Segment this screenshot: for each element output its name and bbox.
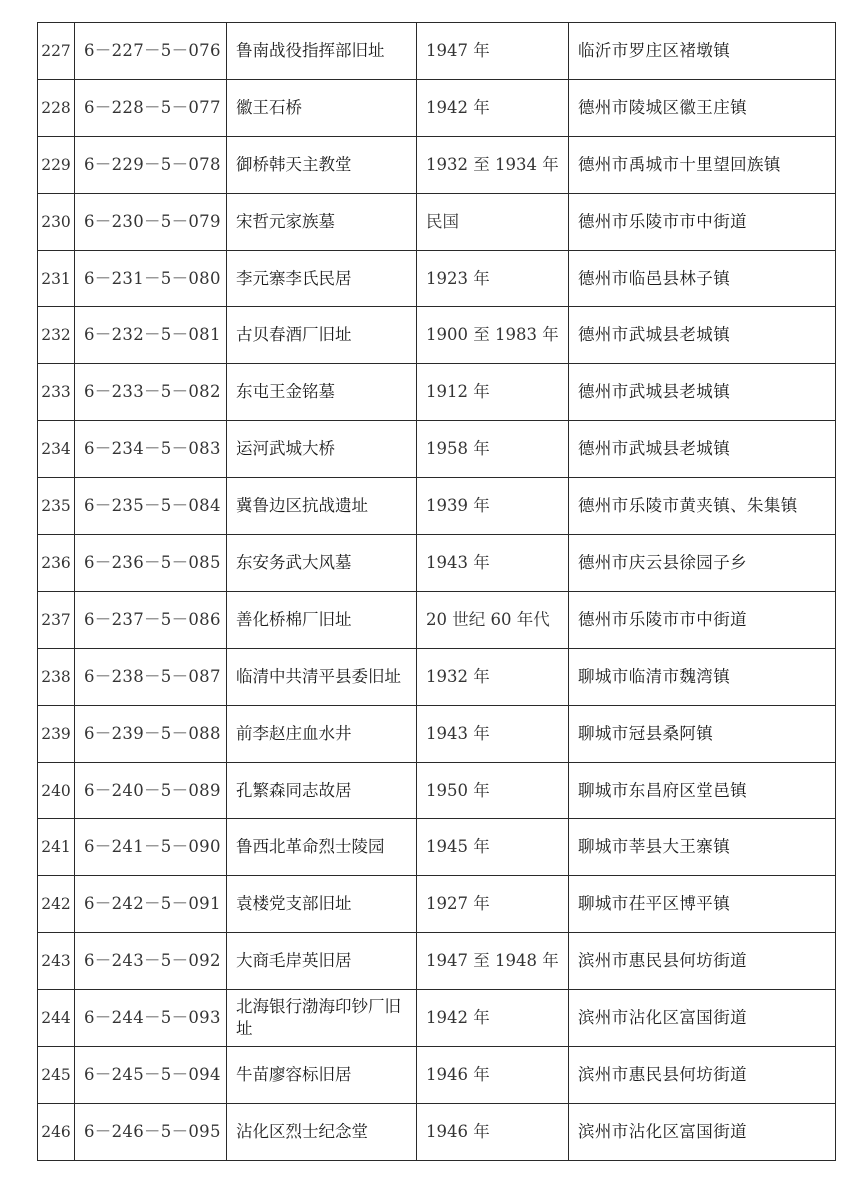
site-era: 1912 年 bbox=[417, 364, 569, 421]
site-era: 1947 年 bbox=[417, 23, 569, 80]
site-era: 20 世纪 60 年代 bbox=[417, 591, 569, 648]
site-era: 1900 至 1983 年 bbox=[417, 307, 569, 364]
site-code: 6－233－5－082 bbox=[75, 364, 227, 421]
site-code: 6－246－5－095 bbox=[75, 1103, 227, 1160]
site-code: 6－241－5－090 bbox=[75, 819, 227, 876]
site-code: 6－242－5－091 bbox=[75, 876, 227, 933]
table-row bbox=[38, 307, 836, 364]
site-code: 6－227－5－076 bbox=[75, 23, 227, 80]
table-row bbox=[38, 705, 836, 762]
site-code: 6－236－5－085 bbox=[75, 535, 227, 592]
site-address: 滨州市惠民县何坊街道 bbox=[569, 1047, 836, 1104]
site-era: 1942 年 bbox=[417, 79, 569, 136]
site-name: 善化桥棉厂旧址 bbox=[227, 591, 417, 648]
site-name: 徽王石桥 bbox=[227, 79, 417, 136]
table-row bbox=[38, 762, 836, 819]
site-code: 6－231－5－080 bbox=[75, 250, 227, 307]
site-code: 6－239－5－088 bbox=[75, 705, 227, 762]
site-address: 聊城市临清市魏湾镇 bbox=[569, 648, 836, 705]
table-row bbox=[38, 250, 836, 307]
site-name: 沾化区烈士纪念堂 bbox=[227, 1103, 417, 1160]
row-number: 238 bbox=[38, 648, 75, 705]
row-number: 243 bbox=[38, 933, 75, 990]
site-code: 6－232－5－081 bbox=[75, 307, 227, 364]
site-address: 德州市陵城区徽王庄镇 bbox=[569, 79, 836, 136]
row-number: 239 bbox=[38, 705, 75, 762]
table-row bbox=[38, 1103, 836, 1160]
site-code: 6－244－5－093 bbox=[75, 990, 227, 1047]
site-code: 6－237－5－086 bbox=[75, 591, 227, 648]
row-number: 227 bbox=[38, 23, 75, 80]
site-era: 1923 年 bbox=[417, 250, 569, 307]
site-era: 1939 年 bbox=[417, 478, 569, 535]
row-number: 229 bbox=[38, 136, 75, 193]
site-era: 民国 bbox=[417, 193, 569, 250]
site-name: 李元寨李氏民居 bbox=[227, 250, 417, 307]
table-row bbox=[38, 193, 836, 250]
site-name: 鲁南战役指挥部旧址 bbox=[227, 23, 417, 80]
site-code: 6－243－5－092 bbox=[75, 933, 227, 990]
table-row bbox=[38, 79, 836, 136]
site-name: 孔繁森同志故居 bbox=[227, 762, 417, 819]
heritage-list-page bbox=[37, 22, 835, 1161]
site-era: 1947 至 1948 年 bbox=[417, 933, 569, 990]
site-address: 聊城市东昌府区堂邑镇 bbox=[569, 762, 836, 819]
site-address: 德州市乐陵市黄夹镇、朱集镇 bbox=[569, 478, 836, 535]
site-era: 1946 年 bbox=[417, 1103, 569, 1160]
site-name: 鲁西北革命烈士陵园 bbox=[227, 819, 417, 876]
site-code: 6－229－5－078 bbox=[75, 136, 227, 193]
site-name: 北海银行渤海印钞厂旧址 bbox=[227, 990, 417, 1047]
site-code: 6－230－5－079 bbox=[75, 193, 227, 250]
row-number: 231 bbox=[38, 250, 75, 307]
site-name: 大商毛岸英旧居 bbox=[227, 933, 417, 990]
site-address: 滨州市惠民县何坊街道 bbox=[569, 933, 836, 990]
row-number: 234 bbox=[38, 421, 75, 478]
site-era: 1943 年 bbox=[417, 535, 569, 592]
row-number: 245 bbox=[38, 1047, 75, 1104]
site-address: 滨州市沾化区富国街道 bbox=[569, 990, 836, 1047]
site-code: 6－235－5－084 bbox=[75, 478, 227, 535]
table-row bbox=[38, 136, 836, 193]
site-name: 运河武城大桥 bbox=[227, 421, 417, 478]
table-row bbox=[38, 990, 836, 1047]
site-era: 1946 年 bbox=[417, 1047, 569, 1104]
heritage-sites-table bbox=[37, 22, 836, 1161]
site-era: 1943 年 bbox=[417, 705, 569, 762]
site-address: 德州市庆云县徐园子乡 bbox=[569, 535, 836, 592]
table-row bbox=[38, 535, 836, 592]
table-row bbox=[38, 876, 836, 933]
site-address: 德州市乐陵市市中街道 bbox=[569, 591, 836, 648]
row-number: 242 bbox=[38, 876, 75, 933]
site-address: 德州市乐陵市市中街道 bbox=[569, 193, 836, 250]
row-number: 232 bbox=[38, 307, 75, 364]
table-row bbox=[38, 23, 836, 80]
site-name: 东安务武大风墓 bbox=[227, 535, 417, 592]
site-address: 德州市临邑县林子镇 bbox=[569, 250, 836, 307]
site-address: 临沂市罗庄区褚墩镇 bbox=[569, 23, 836, 80]
row-number: 233 bbox=[38, 364, 75, 421]
row-number: 244 bbox=[38, 990, 75, 1047]
site-era: 1927 年 bbox=[417, 876, 569, 933]
row-number: 241 bbox=[38, 819, 75, 876]
site-name: 前李赵庄血水井 bbox=[227, 705, 417, 762]
row-number: 230 bbox=[38, 193, 75, 250]
site-address: 德州市武城县老城镇 bbox=[569, 421, 836, 478]
site-name: 古贝春酒厂旧址 bbox=[227, 307, 417, 364]
site-address: 聊城市莘县大王寨镇 bbox=[569, 819, 836, 876]
site-era: 1945 年 bbox=[417, 819, 569, 876]
row-number: 228 bbox=[38, 79, 75, 136]
site-era: 1942 年 bbox=[417, 990, 569, 1047]
site-address: 德州市武城县老城镇 bbox=[569, 307, 836, 364]
table-body bbox=[38, 23, 836, 1161]
table-row bbox=[38, 933, 836, 990]
site-era: 1958 年 bbox=[417, 421, 569, 478]
table-row bbox=[38, 478, 836, 535]
table-row bbox=[38, 364, 836, 421]
site-code: 6－238－5－087 bbox=[75, 648, 227, 705]
row-number: 240 bbox=[38, 762, 75, 819]
site-name: 袁楼党支部旧址 bbox=[227, 876, 417, 933]
site-name: 冀鲁边区抗战遗址 bbox=[227, 478, 417, 535]
site-name: 牛苗廖容标旧居 bbox=[227, 1047, 417, 1104]
row-number: 236 bbox=[38, 535, 75, 592]
site-era: 1932 年 bbox=[417, 648, 569, 705]
site-era: 1932 至 1934 年 bbox=[417, 136, 569, 193]
site-code: 6－234－5－083 bbox=[75, 421, 227, 478]
site-code: 6－228－5－077 bbox=[75, 79, 227, 136]
row-number: 235 bbox=[38, 478, 75, 535]
site-name: 东屯王金铭墓 bbox=[227, 364, 417, 421]
site-code: 6－245－5－094 bbox=[75, 1047, 227, 1104]
site-name: 临清中共清平县委旧址 bbox=[227, 648, 417, 705]
site-address: 德州市武城县老城镇 bbox=[569, 364, 836, 421]
site-era: 1950 年 bbox=[417, 762, 569, 819]
site-address: 聊城市茌平区博平镇 bbox=[569, 876, 836, 933]
site-address: 聊城市冠县桑阿镇 bbox=[569, 705, 836, 762]
table-row bbox=[38, 591, 836, 648]
site-name: 宋哲元家族墓 bbox=[227, 193, 417, 250]
table-row bbox=[38, 819, 836, 876]
site-address: 德州市禹城市十里望回族镇 bbox=[569, 136, 836, 193]
row-number: 246 bbox=[38, 1103, 75, 1160]
row-number: 237 bbox=[38, 591, 75, 648]
site-name: 御桥韩天主教堂 bbox=[227, 136, 417, 193]
site-code: 6－240－5－089 bbox=[75, 762, 227, 819]
site-address: 滨州市沾化区富国街道 bbox=[569, 1103, 836, 1160]
table-row bbox=[38, 648, 836, 705]
table-row bbox=[38, 421, 836, 478]
table-row bbox=[38, 1047, 836, 1104]
